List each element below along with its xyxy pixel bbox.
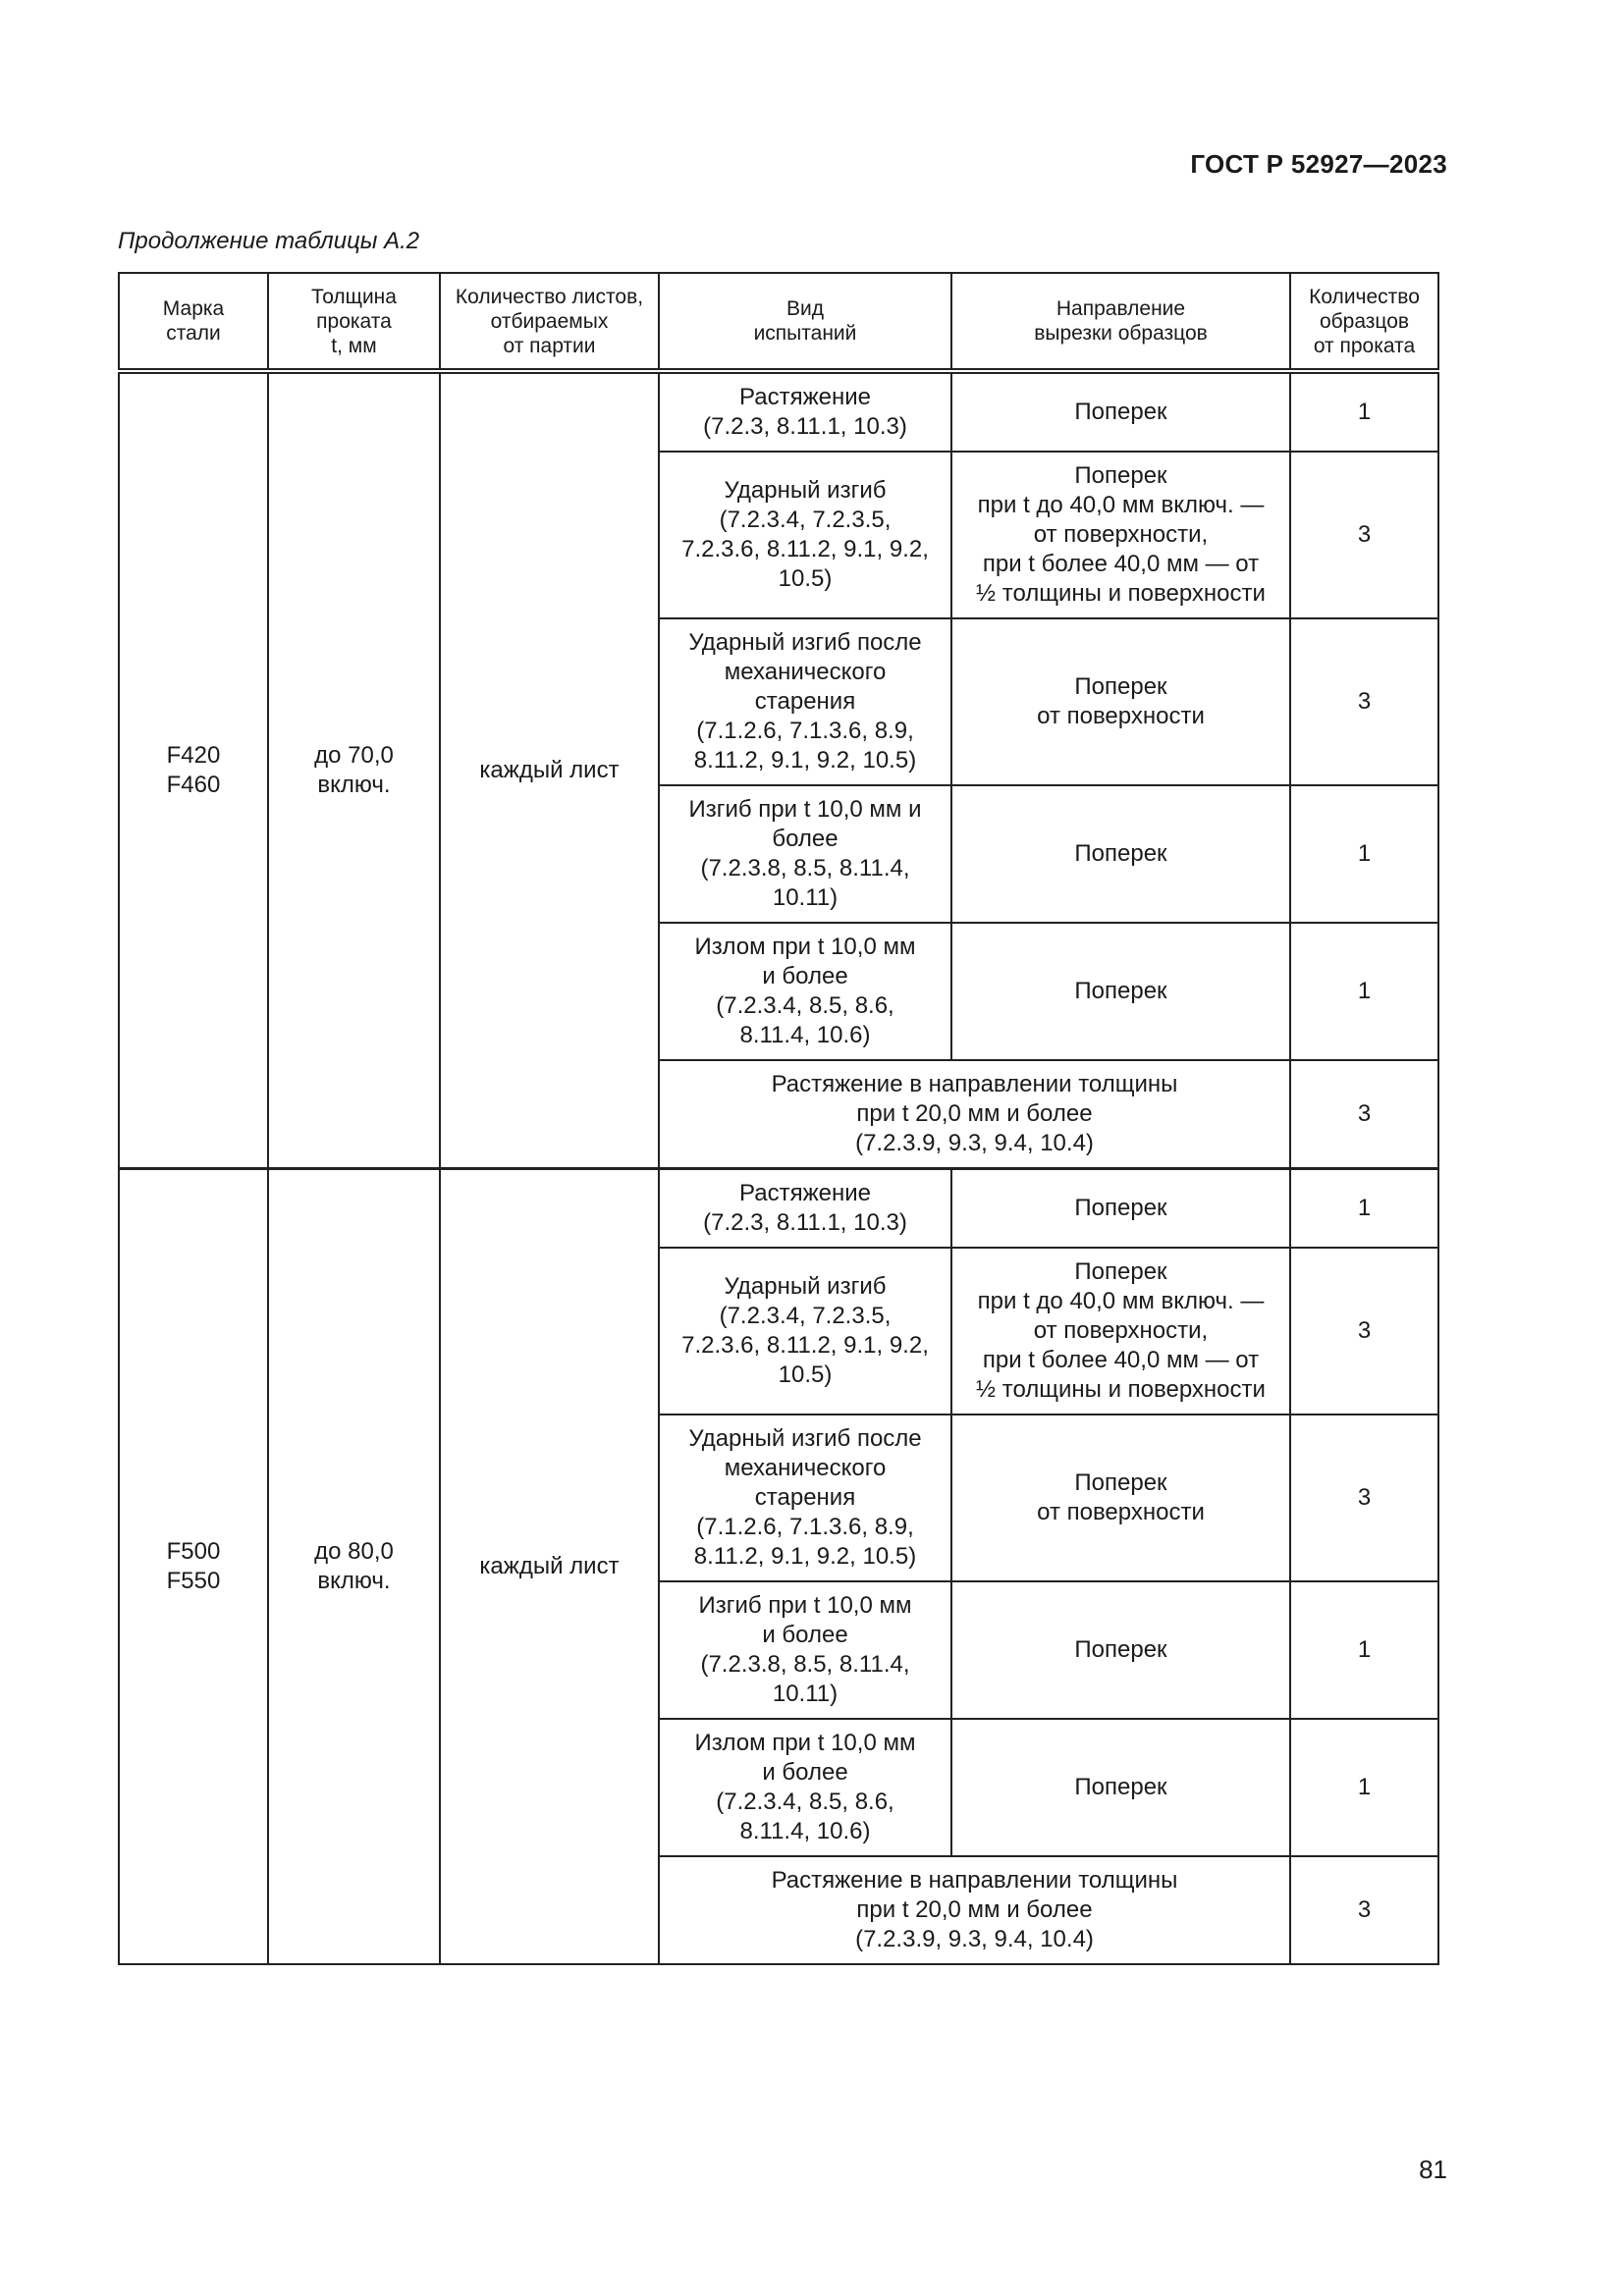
direction-cell: Поперек (951, 1169, 1290, 1249)
count-cell: 3 (1290, 1248, 1438, 1415)
count-cell: 3 (1290, 618, 1438, 785)
direction-cell: Поперек (951, 785, 1290, 923)
table-row (119, 371, 1438, 452)
count-cell: 1 (1290, 785, 1438, 923)
test-type-cell: Ударный изгиб (7.2.3.4, 7.2.3.5, 7.2.3.6, 8.11.2, 9.1, 9.2, 10.5) (659, 452, 951, 618)
column-header-grade: Марка стали (119, 273, 268, 371)
count-cell: 3 (1290, 1415, 1438, 1581)
count-cell: 1 (1290, 1719, 1438, 1856)
count-cell: 1 (1290, 371, 1438, 452)
table-caption: Продолжение таблицы А.2 (118, 228, 420, 254)
thickness-cell: до 70,0 включ. (268, 371, 440, 1169)
direction-cell: Поперек от поверхности (951, 618, 1290, 785)
count-cell: 3 (1290, 1856, 1438, 1964)
direction-cell: Поперек от поверхности (951, 1415, 1290, 1581)
direction-cell: Поперек (951, 923, 1290, 1060)
test-type-cell: Растяжение (7.2.3, 8.11.1, 10.3) (659, 1169, 951, 1249)
test-type-cell: Излом при t 10,0 мм и более (7.2.3.4, 8.5, 8.6, 8.11.4, 10.6) (659, 923, 951, 1060)
test-type-cell: Ударный изгиб после механического старения (7.1.2.6, 7.1.3.6, 8.9, 8.11.2, 9.1, 9.2, 10.5) (659, 1415, 951, 1581)
direction-cell: Поперек при t до 40,0 мм включ. — от поверхности, при t более 40,0 мм — от ½ толщины и поверхности (951, 1248, 1290, 1415)
test-type-cell: Ударный изгиб после механического старения (7.1.2.6, 7.1.3.6, 8.9, 8.11.2, 9.1, 9.2, 10.5) (659, 618, 951, 785)
count-cell: 3 (1290, 1060, 1438, 1169)
test-type-cell: Растяжение в направлении толщины при t 20,0 мм и более (7.2.3.9, 9.3, 9.4, 10.4) (659, 1856, 1290, 1964)
test-type-cell: Излом при t 10,0 мм и более (7.2.3.4, 8.5, 8.6, 8.11.4, 10.6) (659, 1719, 951, 1856)
sheets-cell: каждый лист (440, 1169, 659, 1965)
column-header-sheets: Количество листов, отбираемых от партии (440, 273, 659, 371)
column-header-test-type: Вид испытаний (659, 273, 951, 371)
table-header-row (119, 273, 1438, 371)
count-cell: 3 (1290, 452, 1438, 618)
direction-cell: Поперек при t до 40,0 мм включ. — от поверхности, при t более 40,0 мм — от ½ толщины и поверхности (951, 452, 1290, 618)
thickness-cell: до 80,0 включ. (268, 1169, 440, 1965)
column-header-direction: Направление вырезки образцов (951, 273, 1290, 371)
steel-grade-cell: F500 F550 (119, 1169, 268, 1965)
document-code: ГОСТ Р 52927—2023 (1190, 149, 1447, 179)
direction-cell: Поперек (951, 1581, 1290, 1719)
sheets-cell: каждый лист (440, 371, 659, 1169)
test-type-cell: Ударный изгиб (7.2.3.4, 7.2.3.5, 7.2.3.6, 8.11.2, 9.1, 9.2, 10.5) (659, 1248, 951, 1415)
page-number: 81 (1419, 2155, 1447, 2184)
test-type-cell: Изгиб при t 10,0 мм и более (7.2.3.8, 8.5, 8.11.4, 10.11) (659, 785, 951, 923)
test-type-cell: Растяжение (7.2.3, 8.11.1, 10.3) (659, 371, 951, 452)
direction-cell: Поперек (951, 371, 1290, 452)
test-type-cell: Растяжение в направлении толщины при t 20,0 мм и более (7.2.3.9, 9.3, 9.4, 10.4) (659, 1060, 1290, 1169)
count-cell: 1 (1290, 923, 1438, 1060)
count-cell: 1 (1290, 1581, 1438, 1719)
test-type-cell: Изгиб при t 10,0 мм и более (7.2.3.8, 8.5, 8.11.4, 10.11) (659, 1581, 951, 1719)
direction-cell: Поперек (951, 1719, 1290, 1856)
table-row (119, 1169, 1438, 1249)
count-cell: 1 (1290, 1169, 1438, 1249)
requirements-table (118, 272, 1439, 1965)
column-header-count: Количество образцов от проката (1290, 273, 1438, 371)
steel-grade-cell: F420 F460 (119, 371, 268, 1169)
column-header-thickness: Толщина проката t, мм (268, 273, 440, 371)
